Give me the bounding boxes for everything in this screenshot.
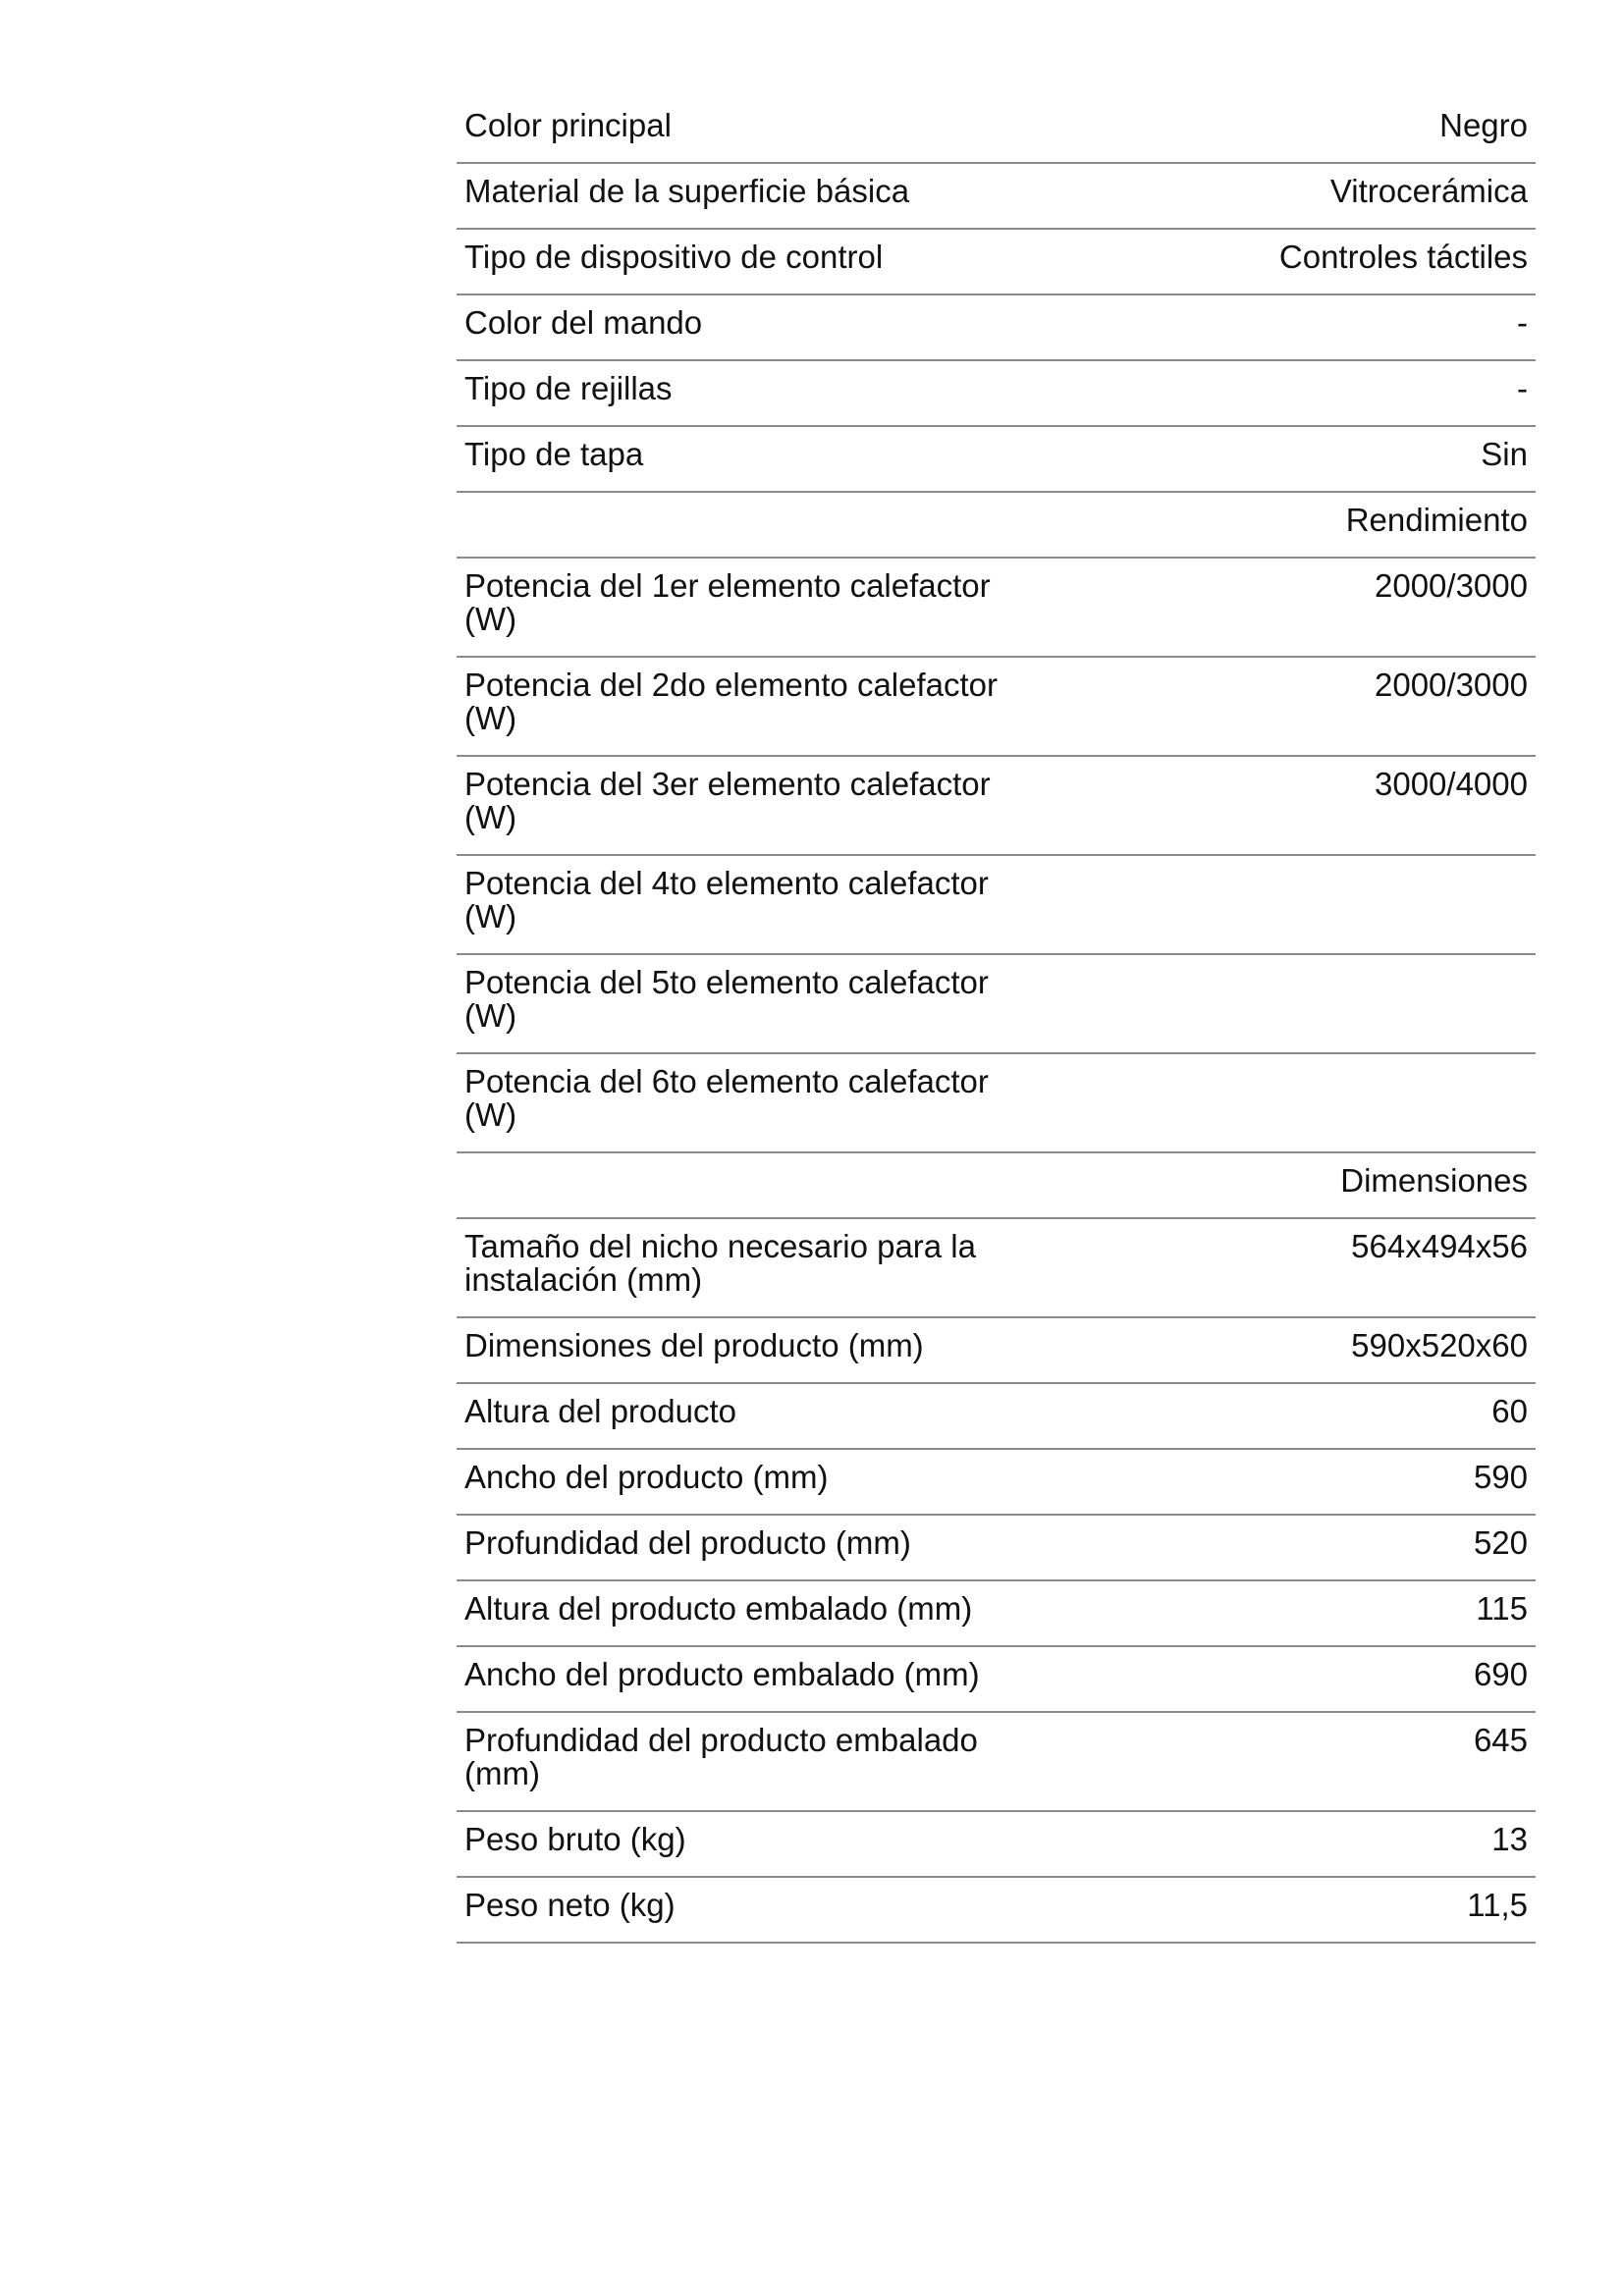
spec-value: - bbox=[1517, 304, 1528, 341]
spec-row-color-principal bbox=[457, 98, 1536, 164]
spec-row-heating-element-2 bbox=[457, 658, 1536, 757]
spec-value: - bbox=[1517, 370, 1528, 406]
spec-row-product-dimensions bbox=[457, 1318, 1536, 1384]
spec-row-net-weight bbox=[457, 1878, 1536, 1944]
spec-label: Potencia del 3er elemento calefactor (W) bbox=[464, 766, 991, 835]
spec-label: Tamaño del nicho necesario para la instalación (mm) bbox=[464, 1228, 976, 1298]
spec-row-heating-element-5 bbox=[457, 955, 1536, 1054]
spec-row-heating-element-4 bbox=[457, 856, 1536, 955]
spec-row-packed-width bbox=[457, 1647, 1536, 1713]
spec-value: 3000/4000 bbox=[1375, 766, 1528, 802]
spec-value: 11,5 bbox=[1467, 1887, 1528, 1923]
spec-label: Peso bruto (kg) bbox=[464, 1821, 686, 1857]
spec-value: 115 bbox=[1476, 1590, 1528, 1627]
spec-label: Material de la superficie básica bbox=[464, 173, 910, 209]
spec-row-control-type bbox=[457, 230, 1536, 295]
spec-value: 590 bbox=[1473, 1459, 1528, 1495]
spec-value: 60 bbox=[1491, 1393, 1528, 1429]
spec-label: Profundidad del producto embalado (mm) bbox=[464, 1722, 978, 1791]
spec-row-lid-type bbox=[457, 427, 1536, 493]
spec-value: Sin bbox=[1481, 436, 1528, 472]
spec-label: Dimensiones del producto (mm) bbox=[464, 1327, 924, 1363]
spec-label: Potencia del 5to elemento calefactor (W) bbox=[464, 964, 989, 1034]
spec-value: 645 bbox=[1473, 1722, 1528, 1758]
spec-label: Tipo de tapa bbox=[464, 436, 644, 472]
spec-row-grate-type bbox=[457, 361, 1536, 427]
spec-value: 2000/3000 bbox=[1375, 567, 1528, 604]
spec-label: Tipo de dispositivo de control bbox=[464, 239, 884, 275]
spec-value: 13 bbox=[1491, 1821, 1528, 1857]
spec-row-heating-element-3 bbox=[457, 757, 1536, 856]
spec-label: Color del mando bbox=[464, 304, 703, 341]
spec-label: Potencia del 2do elemento calefactor (W) bbox=[464, 667, 999, 736]
spec-value: Negro bbox=[1439, 107, 1528, 143]
spec-value: Controles táctiles bbox=[1278, 239, 1528, 275]
spec-row-product-width bbox=[457, 1450, 1536, 1516]
spec-label: Altura del producto bbox=[464, 1393, 737, 1429]
spec-row-product-height bbox=[457, 1384, 1536, 1450]
spec-row-packed-height bbox=[457, 1581, 1536, 1647]
spec-value: 690 bbox=[1473, 1656, 1528, 1692]
section-title: Dimensiones bbox=[1340, 1162, 1528, 1199]
spec-label: Peso neto (kg) bbox=[464, 1887, 676, 1923]
spec-label: Tipo de rejillas bbox=[464, 370, 673, 406]
spec-label: Altura del producto embalado (mm) bbox=[464, 1590, 973, 1627]
section-header-rendimiento bbox=[457, 493, 1536, 559]
spec-row-packed-depth bbox=[457, 1713, 1536, 1812]
spec-label: Ancho del producto embalado (mm) bbox=[464, 1656, 980, 1692]
spec-label: Potencia del 4to elemento calefactor (W) bbox=[464, 865, 989, 934]
spec-label: Ancho del producto (mm) bbox=[464, 1459, 829, 1495]
spec-value: 2000/3000 bbox=[1375, 667, 1528, 703]
spec-row-knob-color bbox=[457, 295, 1536, 361]
spec-row-material bbox=[457, 164, 1536, 230]
spec-value: 564x494x56 bbox=[1351, 1228, 1528, 1264]
spec-label: Color principal bbox=[464, 107, 672, 143]
section-title: Rendimiento bbox=[1345, 502, 1528, 538]
spec-row-product-depth bbox=[457, 1516, 1536, 1581]
spec-label: Profundidad del producto (mm) bbox=[464, 1524, 911, 1561]
spec-label: Potencia del 6to elemento calefactor (W) bbox=[464, 1063, 989, 1133]
spec-row-heating-element-1 bbox=[457, 559, 1536, 658]
spec-label: Potencia del 1er elemento calefactor (W) bbox=[464, 567, 991, 637]
spec-row-gross-weight bbox=[457, 1812, 1536, 1878]
spec-value: 590x520x60 bbox=[1351, 1327, 1528, 1363]
spec-value: Vitrocerámica bbox=[1329, 173, 1528, 209]
spec-table bbox=[457, 98, 1536, 1944]
spec-row-niche-size bbox=[457, 1219, 1536, 1318]
section-header-dimensiones bbox=[457, 1153, 1536, 1219]
spec-value: 520 bbox=[1473, 1524, 1528, 1561]
spec-row-heating-element-6 bbox=[457, 1054, 1536, 1153]
